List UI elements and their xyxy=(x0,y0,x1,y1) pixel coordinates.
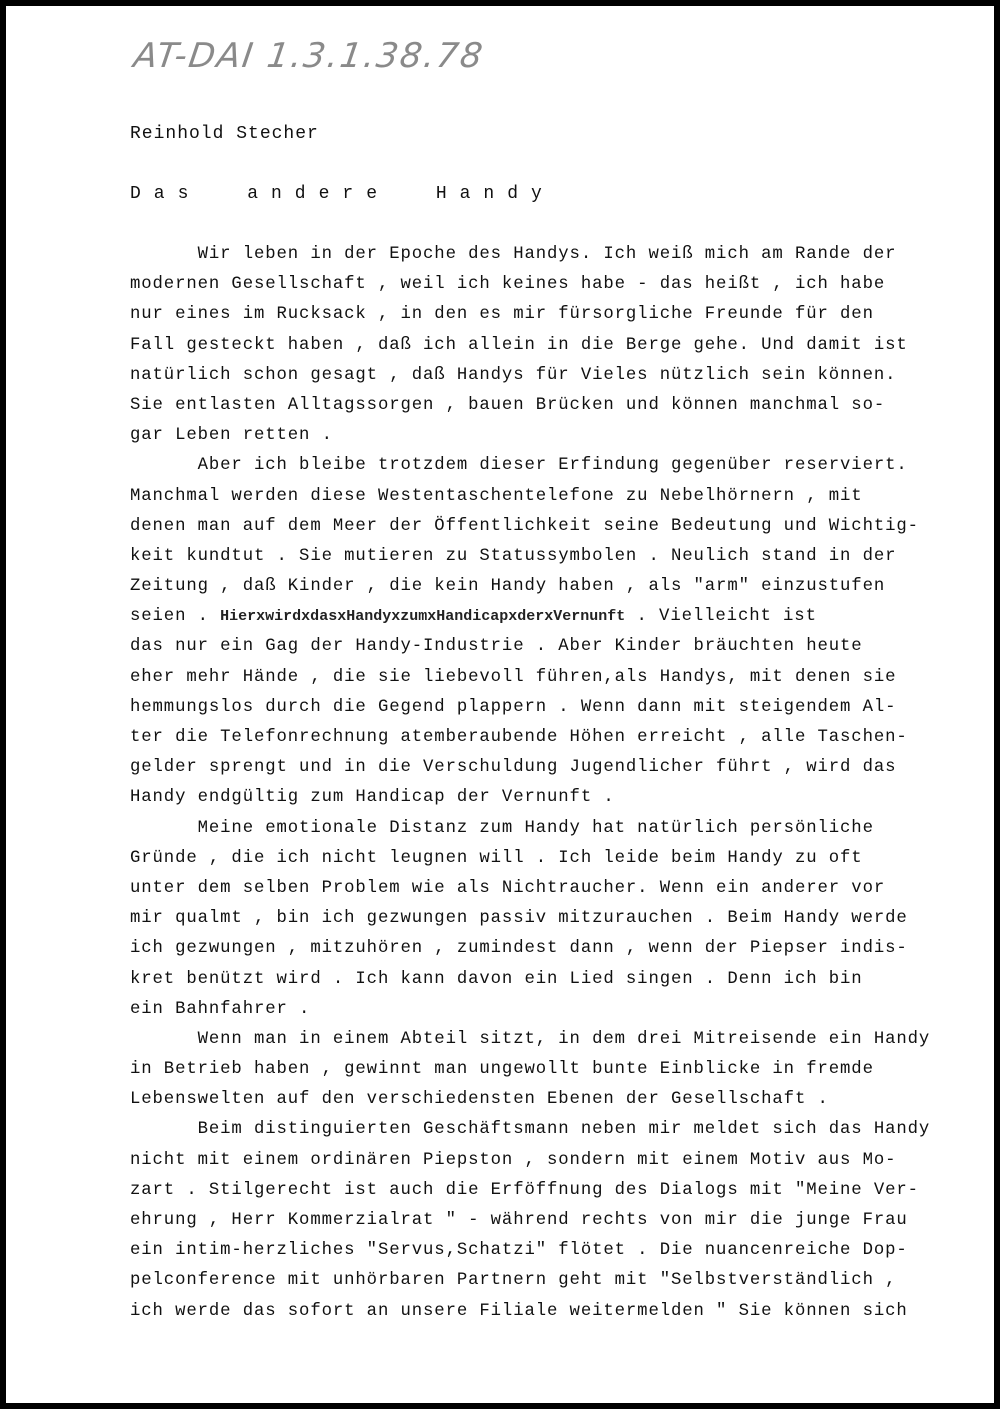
text-line: zart . Stilgerecht ist auch die Erföffnung des Dialogs mit "Meine Ver- xyxy=(130,1180,919,1200)
text-line: kret benützt wird . Ich kann davon ein Lied singen . Denn ich bin xyxy=(130,969,863,989)
body-text xyxy=(130,240,950,1327)
text-line: Lebenswelten auf den verschiedensten Ebenen der Gesellschaft . xyxy=(130,1090,829,1110)
text-line: gar Leben retten . xyxy=(130,426,333,446)
text-line-with-strikeout xyxy=(130,602,950,632)
text-line: in Betrieb haben , gewinnt man ungewollt bunte Einblicke in fremde xyxy=(130,1060,874,1080)
text-line: ein Bahnfahrer . xyxy=(130,999,311,1019)
line-end: . Vielleicht ist xyxy=(625,607,817,627)
typed-over-text: HierxwirdxdasxHandyxzumxHandicapxderxVernunft xyxy=(220,608,626,626)
text-line: Wenn man in einem Abteil sitzt, in dem drei Mitreisende ein Handy xyxy=(130,1029,931,1049)
text-line: unter dem selben Problem wie als Nichtraucher. Wenn ein anderer vor xyxy=(130,878,886,898)
text-line: Gründe , die ich nicht leugnen will . Ich leide beim Handy zu oft xyxy=(130,848,863,868)
text-line: eher mehr Hände , die sie liebevoll führen,als Handys, mit denen sie xyxy=(130,667,897,687)
text-line: ter die Telefonrechnung atemberaubende Höhen erreicht , alle Taschen- xyxy=(130,728,908,747)
text-line: Sie entlasten Alltagssorgen , bauen Brücken und können manchmal so- xyxy=(130,395,886,415)
text-line: ich gezwungen , mitzuhören , zumindest dann , wenn der Piepser indis- xyxy=(130,939,908,959)
author-name: Reinhold Stecher xyxy=(130,124,319,144)
text-line: Zeitung , daß Kinder , die kein Handy haben , als "arm" einzustufen xyxy=(130,577,886,597)
text-line: ich werde das sofort an unsere Filiale weitermelden " Sie können sich xyxy=(130,1301,908,1321)
text-line: Fall gesteckt haben , daß ich allein in die Berge gehe. Und damit ist xyxy=(130,335,908,355)
text-line: hemmungslos durch die Gegend plappern . Wenn dann mit steigendem Al- xyxy=(130,697,897,717)
text-line: keit kundtut . Sie mutieren zu Statussymbolen . Neulich stand in der xyxy=(130,546,897,566)
text-line: das nur ein Gag der Handy-Industrie . Aber Kinder bräuchten heute xyxy=(130,637,863,657)
text-line: Beim distinguierten Geschäftsmann neben mir meldet sich das Handy xyxy=(130,1120,931,1140)
document-title: Das andere Handy xyxy=(130,184,555,204)
text-line: nur eines im Rucksack , in den es mir fürsorgliche Freunde für den xyxy=(130,305,874,325)
text-line: nicht mit einem ordinären Piepston , sondern mit einem Motiv aus Mo- xyxy=(130,1150,897,1170)
text-line: Aber ich bleibe trotzdem dieser Erfindung gegenüber reserviert. xyxy=(130,456,908,476)
typewritten-page xyxy=(6,6,994,1403)
text-line: Wir leben in der Epoche des Handys. Ich weiß mich am Rande der xyxy=(130,245,897,264)
text-line: natürlich schon gesagt , daß Handys für Vieles nützlich sein können. xyxy=(130,365,897,385)
text-line: pelconference mit unhörbaren Partnern geht mit "Selbstverständlich , xyxy=(130,1271,897,1291)
text-line: denen man auf dem Meer der Öffentlichkeit seine Bedeutung und Wichtig- xyxy=(130,516,919,536)
text-line: Manchmal werden diese Westentaschentelefone zu Nebelhörnern , mit xyxy=(130,486,863,506)
text-line: ein intim-herzliches "Servus,Schatzi" flötet . Die nuancenreiche Dop- xyxy=(130,1241,908,1261)
text-line: Handy endgültig zum Handicap der Vernunft . xyxy=(130,788,615,808)
archive-signature: AT-DAI 1.3.1.38.78 xyxy=(131,36,487,76)
text-line: gelder sprengt und in die Verschuldung Jugendlicher führt , wird das xyxy=(130,758,897,778)
text-line: ehrung , Herr Kommerzialrat " - während rechts von mir die junge Frau xyxy=(130,1211,908,1230)
text-line: modernen Gesellschaft , weil ich keines habe - das heißt , ich habe xyxy=(130,275,886,295)
line-start: seien . xyxy=(130,607,221,627)
text-line: mir qualmt , bin ich gezwungen passiv mitzurauchen . Beim Handy werde xyxy=(130,909,908,929)
text-line: Meine emotionale Distanz zum Handy hat natürlich persönliche xyxy=(130,818,874,838)
